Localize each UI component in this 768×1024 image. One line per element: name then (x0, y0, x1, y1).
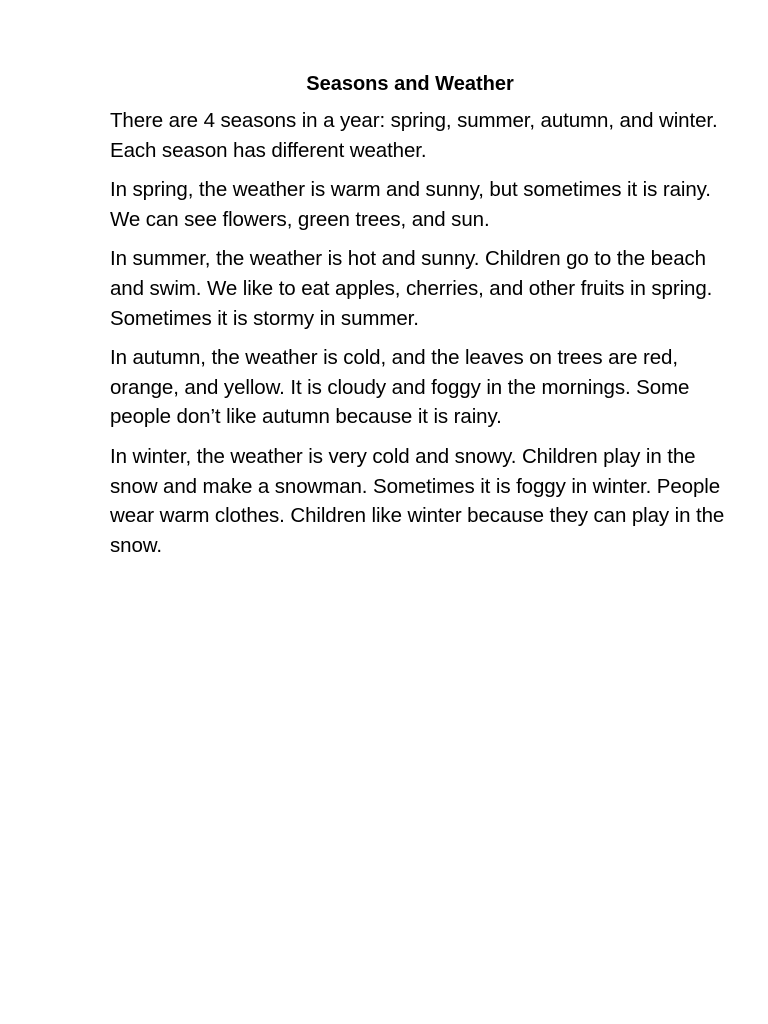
paragraph-winter: In winter, the weather is very cold and snowy. Children play in the snow and make a snowman. Sometimes it is foggy in winter. People wear warm clothes. Children like winter because they can play in the snow. (110, 444, 725, 557)
paragraph-spring: In spring, the weather is warm and sunny, but sometimes it is rainy. We can see flowers, green trees, and sun. (110, 178, 711, 231)
page-title: Seasons and Weather (306, 73, 514, 95)
paragraph-intro: There are 4 seasons in a year: spring, summer, autumn, and winter. Each season has different weather. (110, 109, 718, 162)
document-body (110, 70, 725, 570)
paragraph-summer: In summer, the weather is hot and sunny. Children go to the beach and swim. We like to eat apples, cherries, and other fruits in spring. Sometimes it is stormy in summer. (110, 247, 713, 330)
paragraph-autumn: In autumn, the weather is cold, and the leaves on trees are red, orange, and yellow. It is cloudy and foggy in the mornings. Some people don’t like autumn because it is rainy. (110, 346, 690, 429)
